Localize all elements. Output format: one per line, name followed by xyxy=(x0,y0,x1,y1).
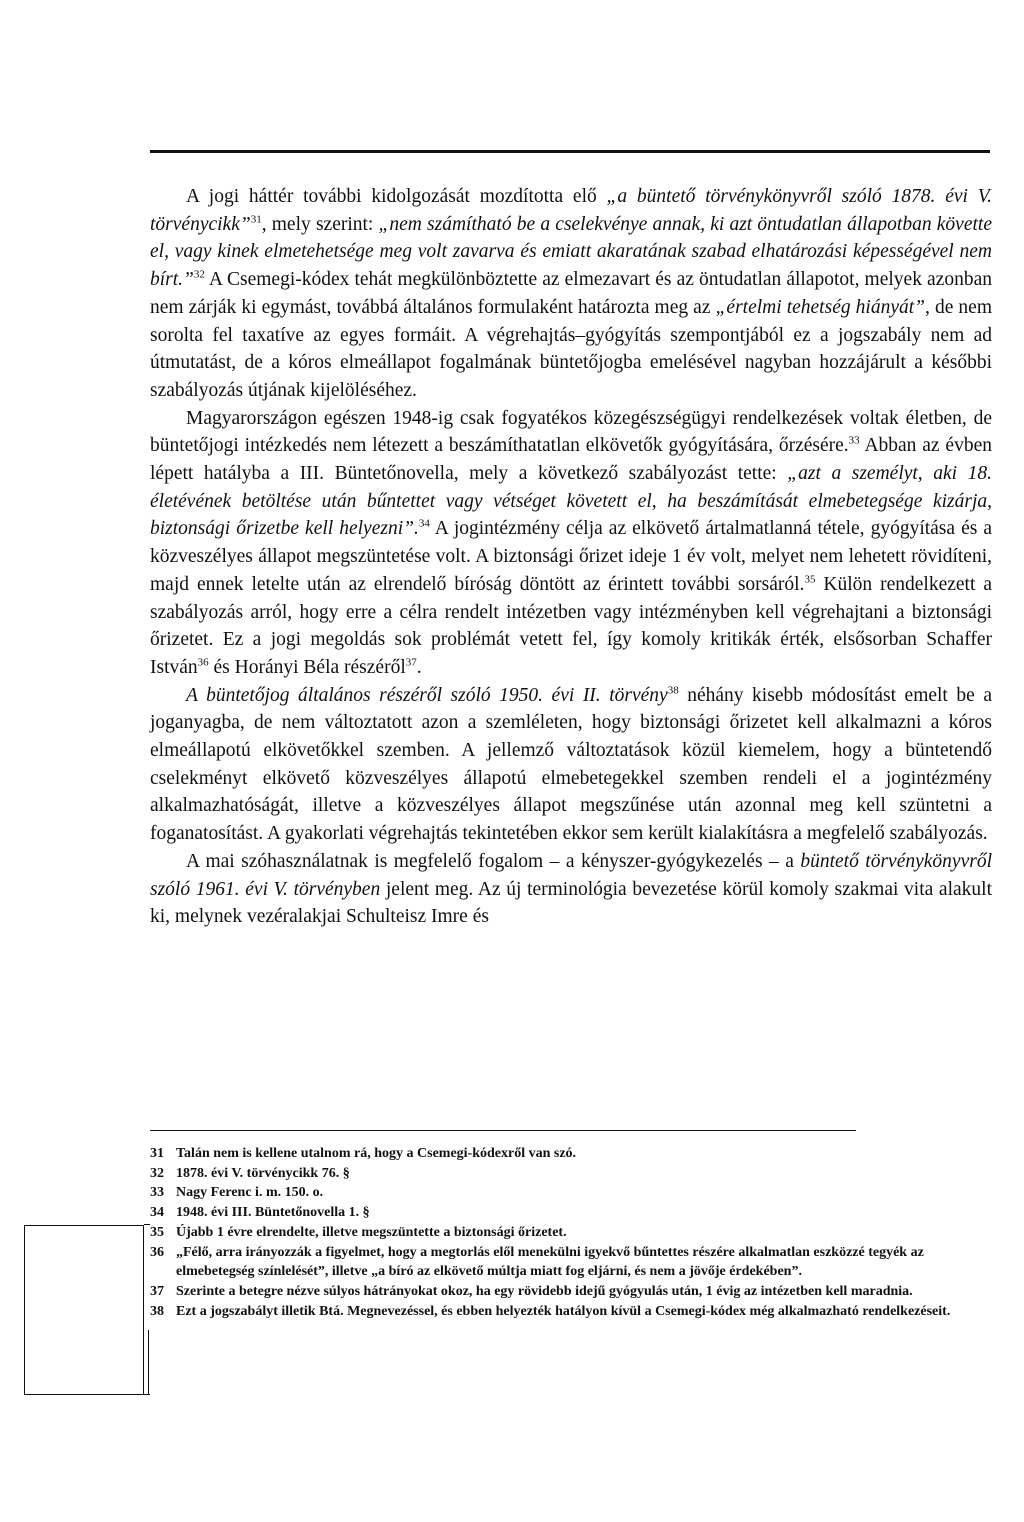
text-run: , de nem sorolta fel taxatíve az egyes formáit. A végrehajtás–gyógyítás szempontjából ez a jogszabály nem ad útmutatást, de a kóros elmeállapot fogalmának büntetőjogba emelésével nagyban hozzájárult a későbbi szabályozás útjának kijelöléséhez. xyxy=(150,296,992,401)
text-run: Külön rendelkezett a szabályozás arról, hogy erre a célra rendelt intézetben vagy intézményben kell végrehajtani a biztonsági őrizetet. Ez a jogi megoldás sok problémát vetett fel, így komoly kritikák érték, elsősorban Schaffer István xyxy=(150,573,992,678)
footnote-ref: 38 xyxy=(667,684,679,697)
footnote-text: Talán nem is kellene utalnom rá, hogy a Csemegi-kódexről van szó. xyxy=(176,1146,577,1161)
footnote xyxy=(150,1203,990,1223)
footnote-number: 36 xyxy=(150,1244,164,1260)
paragraph xyxy=(150,848,992,931)
footnote-ref: 31 xyxy=(250,213,262,226)
text-run: A jogi háttér további kidolgozását mozdította elő xyxy=(186,186,607,207)
footnote-separator xyxy=(150,1130,856,1131)
footnote-text: Nagy Ferenc i. m. 150. o. xyxy=(176,1185,324,1201)
top-rule xyxy=(150,150,990,153)
text-run: A jogintézmény célja az elkövető ártalmatlanná tétele, gyógyítása és a közveszélyes állapot megszüntetése volt. A biztonsági őrizet ideje 1 év volt, melyet nem lehetett rövidíteni, majd ennek letelte után az elrendelő bíróság döntött az érintett további sorsáról. xyxy=(150,518,993,595)
body-text xyxy=(150,183,992,931)
margin-connector-bottom xyxy=(144,1394,150,1395)
italic-run: „a büntető törvénykönyvről szóló 1878. évi V. törvénycikk” xyxy=(150,186,993,235)
footnote-text: Újabb 1 évre elrendelte, illetve megszüntette a biztonsági őrizetet. xyxy=(176,1224,567,1240)
footnote-text: 1948. évi III. Büntetőnovella 1. § xyxy=(176,1205,370,1221)
margin-box xyxy=(24,1225,144,1395)
footnote-text: Ezt a jogszabályt illetik Btá. Megnevezéssel, és ebben helyezték hatályon kívül a Csemegi-kódex még alkalmazható rendelkezéseit. xyxy=(176,1303,951,1319)
footnote-text: 1878. évi V. törvénycikk 76. § xyxy=(176,1165,350,1181)
footnote xyxy=(150,1183,990,1203)
margin-connector-top xyxy=(144,1224,150,1225)
footnote-ref: 35 xyxy=(804,573,816,586)
italic-run: büntető törvénykönyvről szóló 1961. évi V. törvényben xyxy=(150,850,992,900)
text-run: . xyxy=(416,656,422,678)
footnotes xyxy=(150,1144,990,1321)
paragraph xyxy=(150,682,992,848)
text-run: , mely szerint: xyxy=(261,213,379,235)
italic-run: A büntetőjog általános részéről szóló 1950. évi II. törvény xyxy=(186,684,668,706)
text-run: és Horányi Béla részéről xyxy=(208,656,406,678)
footnote-ref: 37 xyxy=(405,656,417,669)
footnote-ref: 33 xyxy=(848,434,860,447)
footnote-text: „Félő, arra irányozzák a figyelmet, hogy a megtorlás elől menekülni igyekvő bűntettes részére alkalmatlan eszközzé tegyék az elmebetegség színlelését”, illetve „a bíró az elkövető múltja miatt fog eljárni, és nem a jövője érdekében”. xyxy=(176,1244,924,1280)
italic-run: „nem számítható be a cselekvénye annak, ki azt öntudatlan állapotban követte el, vagy kinek elmetehetsége meg volt zavarva és emiatt akaratának szabad elhatározási képességével nem bírt.” xyxy=(150,213,992,291)
footnote xyxy=(150,1243,990,1282)
text-run: A mai szóhasználatnak is megfelelő fogalom – a kényszer-gyógykezelés – a xyxy=(186,850,801,872)
footnote-number: 38 xyxy=(150,1303,164,1319)
italic-run: „azt a személyt, aki 18. életévének betöltése után bűntettet vagy vétséget követett el, ha beszámítását elmebetegsége kizárja, biztonsági őrizetbe kell helyezni”. xyxy=(150,463,992,540)
footnote-number: 31 xyxy=(150,1146,164,1161)
footnote xyxy=(150,1302,990,1322)
footnote xyxy=(150,1144,990,1164)
text-run: A Csemegi-kódex tehát megkülönböztette az elmezavart és az öntudatlan állapotot, melyek azonban nem zárják ki egymást, továbbá általános formulaként határozta meg az xyxy=(150,269,992,318)
paragraph xyxy=(150,405,992,682)
footnote-ref: 34 xyxy=(418,517,430,530)
text-run: Magyarországon egészen 1948-ig csak fogyatékos közegészségügyi rendelkezések voltak életben, de büntetőjogi intézkedés nem létezett a beszámíthatatlan elkövetők gyógyítására, őrzésére. xyxy=(150,407,992,457)
text-run: jelent meg. Az új terminológia bevezetése körül komoly szakmai vita alakult ki, melynek vezéralakjai Schulteisz Imre és xyxy=(150,878,993,928)
margin-vertical-rule xyxy=(148,1330,149,1395)
footnote-number: 34 xyxy=(150,1205,164,1221)
footnote-number: 35 xyxy=(150,1224,164,1240)
footnote xyxy=(150,1164,990,1184)
footnote-ref: 36 xyxy=(197,656,209,669)
footnote-number: 33 xyxy=(150,1185,164,1201)
footnote-ref: 32 xyxy=(193,268,205,281)
footnote xyxy=(150,1223,990,1243)
paragraph xyxy=(150,183,992,405)
footnote-number: 37 xyxy=(150,1283,164,1299)
footnote-text: Szerinte a betegre nézve súlyos hátrányokat okoz, ha egy rövidebb idejű gyógyulás után, 1 évig az intézetben kell maradnia. xyxy=(176,1283,913,1299)
footnote xyxy=(150,1282,990,1302)
footnote-number: 32 xyxy=(150,1165,164,1181)
text-run: néhány kisebb módosítást emelt be a joganyagba, de nem változtatott azon a szemléleten, hogy biztonsági őrizetet kell alkalmazni a kóros elmeállapotú elkövetőkkel szemben. A jellemző változtatások közül kiemelem, hogy a büntetendő cselekményt elkövető közveszélyes állapotú elmebetegekkel szemben rendeli el a jogintézmény alkalmazhatóságát, illetve a közveszélyes állapot megszűnése után azonnal meg kell szüntetni a foganatosítást. A gyakorlati végrehajtás tekintetében ekkor sem került kialakításra a megfelelő szabályozás. xyxy=(150,684,992,845)
text-run: Abban az évben lépett hatályba a III. Büntetőnovella, mely a következő szabályozást tette: xyxy=(150,435,992,485)
italic-run: „értelmi tehetség hiányát” xyxy=(715,296,925,318)
